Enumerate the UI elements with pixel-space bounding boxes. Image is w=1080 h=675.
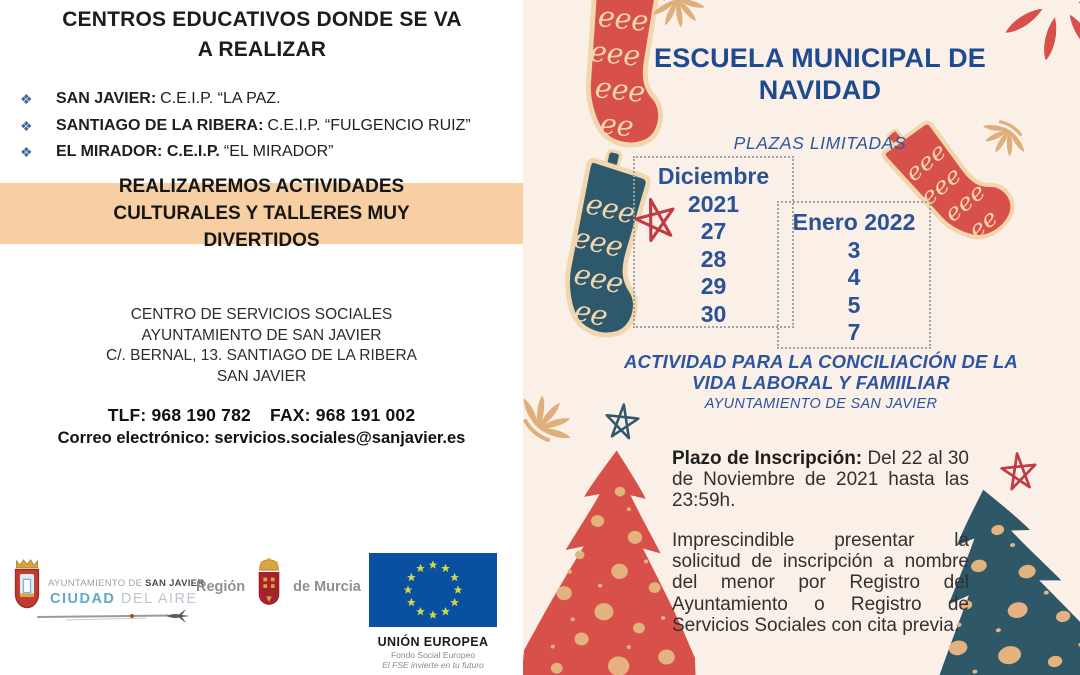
requirements-paragraph: Imprescindible presentar la solicitud de inscripción a nombre del menor por Registro del Ayuntamiento o Registro de Servicios Sociales con cita previa. [672, 530, 969, 636]
plazo-text: Del 22 al 30 de Noviembre de 2021 hasta las 23:59h. [672, 448, 969, 512]
activity-subheading: AYUNTAMIENTO DE SAN JAVIER [704, 396, 938, 412]
page-title-right: ESCUELA MUNICIPAL DE NAVIDAD [653, 43, 987, 105]
del-aire-text: DEL AIRE [120, 591, 198, 607]
list-item-value: C.E.I.P. “FULGENCIO RUIZ” [267, 116, 471, 134]
san-javier-logo-line1 [48, 578, 204, 589]
list-item-label: EL MIRADOR: C.E.I.P. [56, 143, 220, 160]
region-text: Región [196, 579, 246, 595]
list-item [18, 139, 518, 166]
eu-title: UNIÓN EUROPEA [377, 635, 489, 649]
december-dates-box [633, 156, 794, 328]
diamond-bullet-icon: ❖ [20, 144, 33, 160]
january-day: 7 [847, 319, 861, 345]
december-day: 30 [700, 300, 727, 327]
december-header-line2: 2021 [687, 190, 740, 217]
contact-block [0, 405, 523, 448]
list-item-value: “EL MIRADOR” [223, 143, 334, 160]
list-item [18, 113, 518, 140]
right-page [523, 0, 1080, 675]
december-day: 27 [700, 218, 727, 244]
ayuntamiento-de-text: AYUNTAMIENTO DE [48, 578, 146, 589]
december-day: 29 [700, 273, 727, 299]
san-javier-text: SAN JAVIER [145, 578, 205, 589]
january-day: 5 [847, 291, 861, 318]
eu-subtitle: Fondo Social Europeo [390, 650, 476, 660]
january-dates-box [777, 201, 931, 349]
region-de-murcia-logo [196, 557, 361, 617]
email-address: Correo electrónico: servicios.sociales@sanjavier.es [57, 429, 466, 447]
san-javier-logo [10, 552, 205, 632]
list-item [18, 86, 518, 113]
january-day: 4 [847, 264, 861, 290]
de-murcia-text: de Murcia [293, 579, 361, 595]
list-item-value: C.E.I.P. “LA PAZ. [160, 90, 281, 107]
registration-period-paragraph [672, 448, 969, 512]
airplane-icon [36, 608, 192, 624]
union-europea-logo [358, 553, 508, 670]
murcia-crest-icon [252, 557, 286, 617]
left-page [0, 0, 523, 675]
address-block [0, 305, 523, 387]
activity-heading [578, 351, 1064, 412]
january-header: Enero 2022 [792, 209, 916, 235]
eu-flag-icon [369, 553, 497, 627]
list-item-label: SAN JAVIER: [56, 90, 157, 107]
december-day: 28 [700, 245, 727, 272]
january-day: 3 [847, 236, 861, 263]
diamond-bullet-icon: ❖ [20, 91, 33, 107]
activity-line2: VIDA LABORAL Y FAMIILIAR [692, 372, 950, 393]
plazas-limitadas-note: PLAZAS LIMITADAS [733, 133, 907, 153]
fax-number: FAX: 968 191 002 [270, 405, 416, 425]
ciudad-text: CIUDAD [50, 591, 121, 607]
page-title-left: CENTROS EDUCATIVOS DONDE SE VA A REALIZAR [62, 8, 462, 61]
address-line: SAN JAVIER [216, 367, 307, 385]
list-item-label: SANTIAGO DE LA RIBERA: [56, 116, 264, 134]
san-javier-logo-line2 [50, 591, 198, 607]
diamond-bullet-icon: ❖ [20, 117, 33, 134]
activity-line1: ACTIVIDAD PARA LA CONCILIACIÓN DE LA [624, 351, 1018, 372]
phone-number: TLF: 968 190 782 [107, 405, 251, 425]
address-line: C/. BERNAL, 13. SANTIAGO DE LA RIBERA [106, 347, 417, 364]
december-header-line1: Diciembre [657, 163, 770, 189]
logo-strip [0, 545, 523, 675]
address-line: AYUNTAMIENTO DE SAN JAVIER [141, 326, 382, 344]
address-line: CENTRO DE SERVICIOS SOCIALES [130, 306, 393, 323]
school-list [18, 86, 518, 166]
eu-tagline: El FSE invierte en tu futuro [382, 660, 484, 670]
plazo-label: Plazo de Inscripción: [672, 448, 863, 469]
activities-banner: REALIZAREMOS ACTIVIDADES CULTURALES Y TALLERES MUY DIVERTIDOS [0, 183, 523, 244]
